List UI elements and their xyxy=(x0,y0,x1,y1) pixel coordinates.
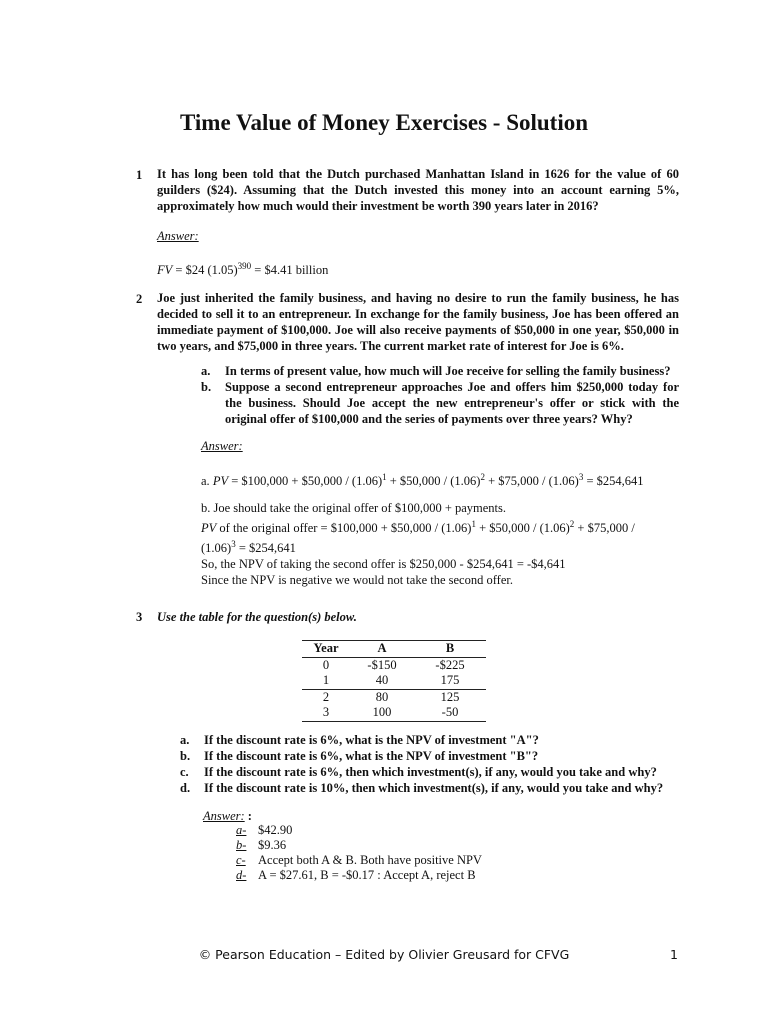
page-number: 1 xyxy=(670,947,678,962)
list-item xyxy=(236,823,482,838)
question-3-number: 3 xyxy=(136,610,143,624)
table-header-b: B xyxy=(414,641,486,658)
b3-term-1: (1.06) xyxy=(201,541,232,556)
fv-formula-right: = $4.41 billion xyxy=(251,263,329,278)
footer-text: © Pearson Education – Edited by Olivier Greusard for CFVG xyxy=(198,947,570,962)
table-cell: -$150 xyxy=(367,657,397,672)
answer-text: $9.36 xyxy=(258,838,287,852)
list-item xyxy=(236,853,482,868)
answer-colon: : xyxy=(244,809,252,823)
table-cell: 125 xyxy=(440,689,460,704)
table-row xyxy=(302,689,486,705)
answer-b-line-5: Since the NPV is negative we would not take the second offer. xyxy=(201,573,513,588)
question-3-sub-c xyxy=(180,764,679,780)
question-2-sub-a xyxy=(201,363,679,379)
sub-letter: d. xyxy=(180,781,191,795)
table-cell: 80 xyxy=(375,689,389,704)
table-cell: -50 xyxy=(414,705,486,721)
fv-formula-left: = $24 (1.05) xyxy=(172,263,238,278)
table-cell: 2 xyxy=(322,689,330,704)
answer-b-line-1: b. Joe should take the original offer of $100,000 + payments. xyxy=(201,501,507,515)
question-1-text: It has long been told that the Dutch purchased Manhattan Island in 1626 for the value of 60 guilders ($24). Assuming that the Dutch invested this money into an account earning 5%, approximately how much would their investment be worth 390 years later in 2016? xyxy=(157,167,679,213)
table-cell: 0 xyxy=(322,657,330,672)
b2-term-2: + $50,000 / (1.06) xyxy=(475,521,570,536)
question-2-answer-a xyxy=(201,469,644,489)
table-header-year: Year xyxy=(302,641,350,658)
b3-result: = $254,641 xyxy=(235,541,296,556)
question-1-answer-label: Answer: xyxy=(157,229,199,243)
b3-exp: 3 xyxy=(231,539,236,550)
question-3-sub-b xyxy=(180,748,679,764)
question-1-answer xyxy=(157,258,328,278)
pv-variable: PV xyxy=(212,474,229,489)
cash-flow-table xyxy=(302,640,486,722)
sub-letter: b. xyxy=(180,749,191,763)
table-cell: 3 xyxy=(302,705,350,721)
answer-letter: a- xyxy=(236,823,247,837)
answer-text: $42.90 xyxy=(258,823,293,837)
answer-text: Accept both A & B. Both have positive NPV xyxy=(258,853,482,867)
b2-term-3: + $75,000 / xyxy=(574,521,635,536)
pv-term-2: + $50,000 / (1.06) xyxy=(386,474,481,489)
answer-b-line-4: So, the NPV of taking the second offer is $250,000 - $254,641 = -$4,641 xyxy=(201,557,566,572)
page-title: Time Value of Money Exercises - Solution xyxy=(179,110,589,135)
question-3-answer-label: Answer: xyxy=(203,809,245,823)
question-2-text: Joe just inherited the family business, and having no desire to run the family business, he has decided to sell it to an entrepreneur. In exchange for the family business, Joe has been offered an immediate payment of $100,000. Joe will also receive payments of $50,000 in one year, $50,000 in two years, and $75,000 in three years. The current market rate of interest for Joe is 6%. xyxy=(157,291,679,353)
list-item xyxy=(236,838,482,853)
exponent-1: 1 xyxy=(382,472,387,482)
table-row xyxy=(302,657,486,673)
answer-b-line-3 xyxy=(201,536,679,556)
table-cell: 100 xyxy=(350,705,414,721)
b2-exp-1: 1 xyxy=(471,519,476,529)
sub-text: If the discount rate is 6%, what is the NPV of investment "A"? xyxy=(204,733,539,747)
fv-exponent: 390 xyxy=(237,261,252,271)
pv-variable-b: PV xyxy=(201,521,217,536)
answer-letter: c- xyxy=(236,853,246,867)
question-2-number: 2 xyxy=(136,292,143,306)
sub-text: If the discount rate is 6%, then which investment(s), if any, would you take and why? xyxy=(204,765,657,779)
table-cell: 175 xyxy=(414,673,486,689)
answer-b-line-2 xyxy=(201,516,679,536)
question-2-sub-b xyxy=(201,379,679,427)
table-cell: -$225 xyxy=(435,657,465,672)
table-row xyxy=(302,705,486,721)
sub-b-letter: b. xyxy=(201,380,212,394)
table-cell: 40 xyxy=(350,673,414,689)
question-2-answer-label: Answer: xyxy=(201,439,243,453)
pv-term-1: = $100,000 + $50,000 / (1.06) xyxy=(228,474,383,489)
question-3-answer-label-row xyxy=(203,808,252,824)
question-1-number: 1 xyxy=(136,168,143,182)
list-item xyxy=(236,868,482,883)
b2-exp-2: 2 xyxy=(569,519,575,529)
answer-letter: d- xyxy=(236,868,247,882)
sub-a-text: In terms of present value, how much will Joe receive for selling the family business? xyxy=(225,364,671,378)
table-header-a: A xyxy=(350,641,414,658)
table-cell: 1 xyxy=(302,673,350,689)
sub-text: If the discount rate is 10%, then which investment(s), if any, would you take and why? xyxy=(204,781,664,795)
question-2-answer-b xyxy=(201,500,679,588)
question-3-intro: Use the table for the question(s) below. xyxy=(157,610,357,624)
sub-letter: a. xyxy=(180,733,190,747)
question-3-answers xyxy=(236,823,482,883)
question-3-sub-a xyxy=(180,732,679,748)
b2-term-1: of the original offer = $100,000 + $50,000 / (1.06) xyxy=(216,521,472,536)
answer-a-prefix: a. xyxy=(201,474,213,489)
answer-text: A = $27.61, B = -$0.17 : Accept A, reject B xyxy=(258,868,476,882)
fv-variable: FV xyxy=(157,263,173,278)
exponent-3: 3 xyxy=(578,472,584,482)
sub-letter: c. xyxy=(180,765,189,779)
question-3-sub-list xyxy=(180,732,679,796)
sub-a-letter: a. xyxy=(201,364,211,378)
table-header-row xyxy=(302,641,486,658)
pv-result: = $254,641 xyxy=(583,474,644,489)
sub-b-text: Suppose a second entrepreneur approaches Joe and offers him $250,000 today for the business. Should Joe accept the new entrepreneur's offer or stick with the original offer of $100,000 and the series of payments over three years? Why? xyxy=(225,380,679,426)
pv-term-3: + $75,000 / (1.06) xyxy=(484,474,579,489)
table-row xyxy=(302,673,486,689)
sub-text: If the discount rate is 6%, what is the NPV of investment "B"? xyxy=(204,749,539,763)
answer-letter: b- xyxy=(236,838,247,852)
question-3-sub-d xyxy=(180,780,679,796)
exponent-2: 2 xyxy=(480,472,485,482)
